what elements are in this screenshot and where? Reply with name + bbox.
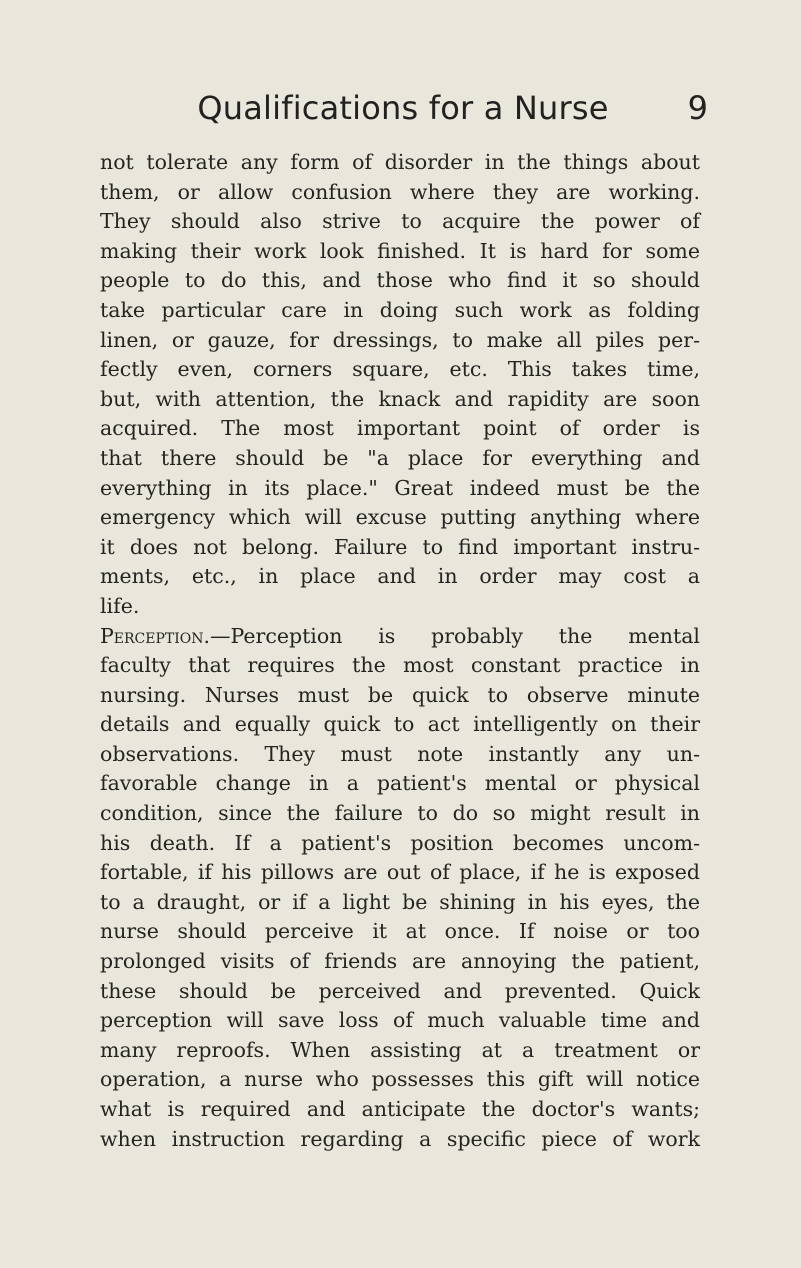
text-line: when instruction regarding a specific piece of work <box>100 1126 700 1151</box>
section-heading: Perception. <box>100 623 211 648</box>
text-line: fortable, if his pillows are out of place, if he is exposed <box>100 860 700 885</box>
text-line: not tolerate any form of disorder in the things about <box>100 150 700 174</box>
running-title: Qualifications for a Nurse <box>197 89 609 127</box>
text-line: nurse should perceive it at once. If noise or too <box>100 919 700 944</box>
text-line: acquired. The most important point of order is <box>100 416 700 441</box>
paragraph-perception <box>100 622 700 1155</box>
text-line: prolonged visits of friends are annoying the patient, <box>100 949 700 974</box>
text-line: faculty that requires the most constant practice in <box>100 653 700 678</box>
text-line: many reproofs. When assisting at a treatment or <box>100 1037 700 1062</box>
text-line: fectly even, corners square, etc. This takes time, <box>100 357 700 382</box>
text-line: condition, since the failure to do so might result in <box>100 801 700 826</box>
text-line: them, or allow confusion where they are working. <box>100 179 700 204</box>
paragraph-order <box>100 148 700 622</box>
text-line: operation, a nurse who possesses this gift will notice <box>100 1067 700 1092</box>
page-number: 9 <box>687 89 708 127</box>
text-line: but, with attention, the knack and rapidity are soon <box>100 386 700 411</box>
text-line: perception will save loss of much valuable time and <box>100 1008 700 1033</box>
text-line: what is required and anticipate the doctor's wants; <box>100 1097 700 1121</box>
text-line: these should be perceived and prevented. Quick <box>100 978 700 1003</box>
text-line: to a draught, or if a light be shining in his eyes, the <box>100 889 700 914</box>
text-line: his death. If a patient's position becomes uncom- <box>100 830 700 855</box>
text-line: favorable change in a patient's mental or physical <box>100 771 700 796</box>
text-line: observations. They must note instantly any un- <box>100 741 700 766</box>
text-line: that there should be "a place for everything and <box>100 445 700 470</box>
text-line: emergency which will excuse putting anything where <box>100 505 700 530</box>
text-line: ments, etc., in place and in order may cost a <box>100 564 700 589</box>
text-line: take particular care in doing such work as folding <box>100 297 700 322</box>
text-line: They should also strive to acquire the power of <box>100 209 700 234</box>
text-line: linen, or gauze, for dressings, to make all piles per- <box>100 327 700 352</box>
section-heading-line <box>100 622 700 652</box>
text-line: everything in its place." Great indeed must be the <box>100 475 700 500</box>
page-body <box>100 148 700 1154</box>
text-line: people to do this, and those who find it so should <box>100 268 700 293</box>
text-line: it does not belong. Failure to find important instru- <box>100 534 700 559</box>
text-line: details and equally quick to act intelligently on their <box>100 712 700 737</box>
text-line: life. <box>100 593 140 618</box>
page-header <box>98 88 708 136</box>
text-line: nursing. Nurses must be quick to observe minute <box>100 682 700 707</box>
section-heading-continuation: —Perception is probably the mental <box>210 623 700 648</box>
text-line: making their work look finished. It is hard for some <box>100 238 700 263</box>
